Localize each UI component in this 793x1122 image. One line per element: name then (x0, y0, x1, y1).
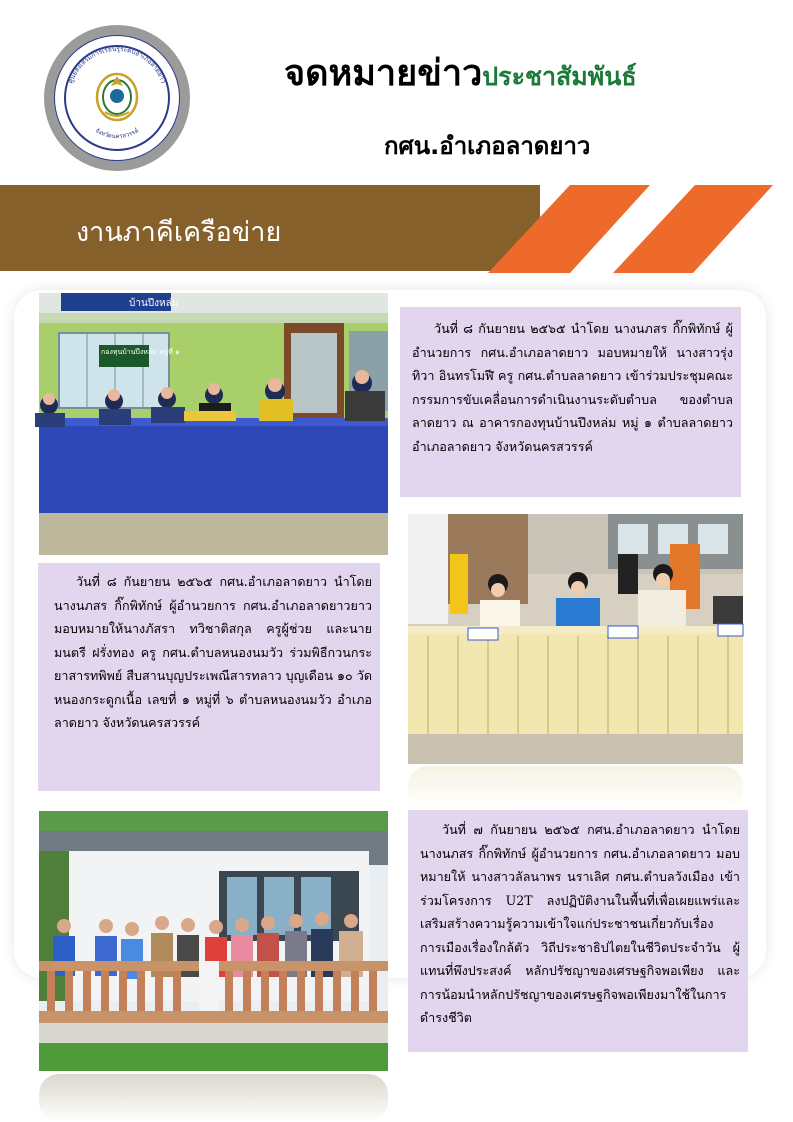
emblem-icon (95, 70, 139, 122)
news-item-3-text: วันที่ ๗ กันยายน ๒๕๖๕ กศน.อำเภอลาดยาว นำโดย นางนภสร กิ๊กพิทักษ์ ผู้อำนวยการ กศน.อำเภอลาดยาว มอบหมายให้ นางสาวลัลนาพร นราเลิศ กศน.ตำบลวังเมือง เข้าร่วมโครงการ U2T ลงปฏิบัติงานในพื้นที่เพื่อเผยแพร่และเสริมสร้างความรู้ความเข้าใจแก่ประชาชนเกี่ยวกับเรื่องการเมืองเรื่องใกล้ตัว วิถีประชาธิปไตยในชีวิตประจำวัน ผู้แทนที่พึงประสงค์ หลักปรัชญาของเศรษฐกิจพอเพียง และการน้อมนำหลักปรัชญาของเศรษฐกิจพอเพียงมาใช้ในการดำรงชีวิต (420, 822, 740, 1025)
photo1-sign-top: บ้านปึงหล่ม (129, 298, 179, 309)
title-main: จดหมายข่าว (284, 53, 483, 94)
news-item-3 (408, 810, 748, 1052)
logo-text-bottom: จังหวัดนครสวรรค์ (93, 127, 141, 141)
news-item-2 (38, 563, 380, 791)
news-item-1 (400, 307, 741, 497)
newsletter-title (284, 52, 637, 99)
title-accent: ประชาสัมพันธ์ (482, 62, 637, 91)
banner-stripes (460, 185, 793, 275)
logo-text-top: ศูนย์ส่งเสริมการเรียนรู้ระดับอำเภอลาดยาว (66, 44, 168, 85)
news-item-1-text: วันที่ ๘ กันยายน ๒๕๖๕ นำโดย นางนภสร กิ๊กพิทักษ์ ผู้อำนวยการ กศน.อำเภอลาดยาว มอบหมายให้ นางสาวรุ่งทิวา อินทรโมฬี ครู กศน.ตำบลลาดยาว เข้าร่วมประชุมคณะกรรมการขับเคลื่อนการดำเนินงานระดับตำบล ของตำบลลาดยาว ณ อาคารกองทุนบ้านปึงหล่ม หมู่ ๑ ตำบลลาดยาว อำเภอลาดยาว จังหวัดนครสวรรค์ (412, 321, 733, 454)
photo-group (39, 811, 388, 1071)
section-title: งานภาคีเครือข่าย (76, 217, 282, 248)
photo-group-reflection (39, 1074, 388, 1122)
photo1-sign-mid: กองทุนบ้านปึงหล่ม หมู่ที่ ๑ (101, 348, 180, 356)
news-item-2-text: วันที่ ๘ กันยายน ๒๕๖๕ กศน.อำเภอลาดยาว นำโดยนางนภสร กิ๊กพิทักษ์ ผู้อำนวยการ กศน.อำเภอลาดยาวยาว มอบหมายให้นางภัสรา ทวิชาติสกุล ครูผู้ช่วย และนายมนตรี ฝรั่งทอง ครู กศน.ตำบลหนองนมวัว ร่วมพิธีกวนกระยาสารทพิพย์ สืบสานบุญประเพณีสารทลาว บุญเดือน ๑๐ วัดหนองกระดูกเนื้อ เลขที่ ๑ หมู่ที่ ๖ ตำบลหนองนมวัว อำเภอลาดยาว จังหวัดนครสวรรค์ (54, 574, 372, 730)
svg-text:จังหวัดนครสวรรค์ (94, 126, 140, 140)
photo-meeting (39, 293, 388, 555)
newsletter-subtitle: กศน.อำเภอลาดยาว (384, 132, 591, 160)
photo-ceremony-reflection (408, 766, 743, 810)
photo-ceremony (408, 514, 743, 764)
